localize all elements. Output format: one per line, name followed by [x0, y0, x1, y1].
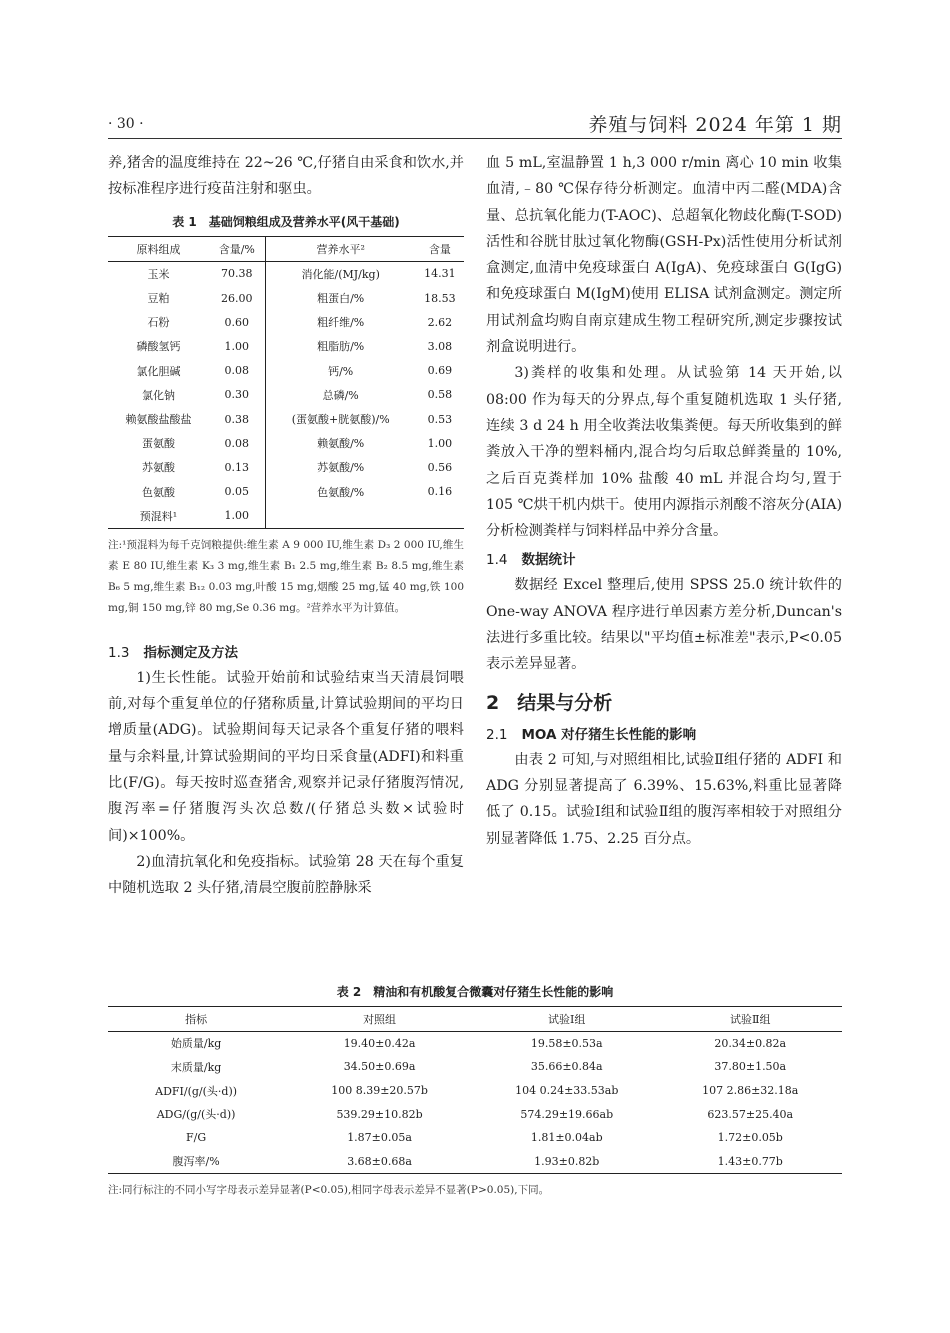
- table-cell: 0.56: [427, 460, 453, 474]
- table1-header: 原料组成: [136, 242, 181, 256]
- table-cell: 0.30: [209, 383, 265, 407]
- table2-note: 注:同行标注的不同小写字母表示差异显著(P<0.05),相同字母表示差异不显著(P>0.05),下同。: [108, 1184, 550, 1197]
- table-cell: 1.43±0.77b: [717, 1154, 783, 1168]
- growth-paragraph: 1)生长性能。试验开始前和试验结束当天清晨饲喂前,对每个重复单位的仔猪称质量,计算试验期间的平均日增质量(ADG)。试验期间每天记录各个重复仔猪的喂料量与余料量,计算试验期间的平均日采食量(ADFI)和料重比(F/G)。每天按时巡查猪舍,观察并记录仔猪腹泻情况,腹泻率=仔猪腹泻头次总数/(仔猪总头数×试验时间)×100%。: [108, 669, 464, 844]
- table-cell: 0.60: [209, 310, 265, 334]
- section-1-3-heading: [108, 641, 464, 661]
- table-cell: 赖氨酸/%: [317, 437, 365, 451]
- table-cell: 1.00: [427, 436, 453, 450]
- table-cell: 26.00: [209, 286, 265, 310]
- table2-row: [108, 1031, 842, 1055]
- table-cell: 574.29±19.66ab: [520, 1107, 614, 1121]
- section-number: 2: [486, 691, 500, 714]
- header-rule: [108, 138, 842, 139]
- left-column: [108, 150, 464, 902]
- table-cell: F/G: [186, 1131, 207, 1145]
- table-cell: 1.72±0.05b: [717, 1131, 783, 1145]
- table-cell: 20.34±0.82a: [714, 1036, 787, 1050]
- table-cell: 0.08: [209, 431, 265, 455]
- table2-header: 指标: [185, 1012, 208, 1026]
- table-cell: 0.53: [427, 412, 453, 426]
- table2-header-row: [108, 1007, 842, 1032]
- section-title: 数据统计: [521, 552, 576, 569]
- table-cell: 末质量/kg: [170, 1060, 222, 1074]
- table-cell: 磷酸氢钙: [136, 340, 181, 354]
- section-title: 结果与分析: [517, 691, 613, 714]
- table-cell: 19.40±0.42a: [343, 1036, 416, 1050]
- table1-row: [108, 310, 464, 334]
- table2-block: [108, 983, 842, 1197]
- table1-title: 表 1 基础饲粮组成及营养水平(风干基础): [172, 214, 400, 229]
- table-cell: 623.57±25.40a: [707, 1107, 794, 1121]
- table2-row: [108, 1150, 842, 1174]
- table2-row: [108, 1055, 842, 1079]
- table1-row: [108, 334, 464, 358]
- table2-header: 试验Ⅰ组: [548, 1012, 586, 1026]
- table1-note: 注:¹预混料为每千克饲粮提供:维生素 A 9 000 IU,维生素 D₃ 2 000 IU,维生素 E 80 IU,维生素 K₃ 3 mg,维生素 B₁ 2.5 mg,维生素 B₂ 8.5 mg,维生素 B₆ 5 mg,维生素 B₁₂ 0.03 mg,叶酸 15 mg,烟酸 25 mg,锰 40 mg,铁 100 mg,铜 150 mg,锌 80 mg,Se 0.36 mg。²营养水平为计算值。: [108, 538, 464, 614]
- table1-row: [108, 455, 464, 479]
- table-cell: 19.58±0.53a: [530, 1036, 603, 1050]
- section-title: MOA 对仔猪生长性能的影响: [521, 726, 697, 743]
- table1-row: [108, 261, 464, 286]
- table-cell: 总磷/%: [322, 388, 359, 402]
- table-cell: 始质量/kg: [170, 1037, 222, 1051]
- section-number: 1.3: [108, 644, 130, 661]
- table-cell: 3.68±0.68a: [347, 1154, 412, 1168]
- table2-title: 表 2 精油和有机酸复合微囊对仔猪生长性能的影响: [336, 985, 614, 999]
- table-cell: (蛋氨酸+胱氨酸)/%: [291, 413, 390, 426]
- table-cell: ADG/(g/(头·d)): [156, 1108, 236, 1122]
- table-cell: 0.08: [209, 359, 265, 383]
- table-cell: 1.93±0.82b: [534, 1154, 600, 1168]
- table1-header-row: [108, 236, 464, 261]
- table-cell: 1.87±0.05a: [347, 1131, 412, 1145]
- table1-row: [108, 431, 464, 455]
- table-cell: 1.00: [209, 334, 265, 358]
- table-cell: 钙/%: [328, 364, 354, 378]
- table-cell: 色氨酸/%: [317, 485, 365, 499]
- section-2-heading: [486, 688, 842, 715]
- table2-row: [108, 1102, 842, 1126]
- table1-row: [108, 407, 464, 431]
- intro-paragraph: 养,猪舍的温度维持在 22~26 ℃,仔猪自由采食和饮水,并按标准程序进行疫苗注射和驱虫。: [108, 155, 464, 198]
- table-cell: 18.53: [424, 291, 456, 305]
- table-cell: 14.31: [424, 267, 456, 281]
- table1-row: [108, 359, 464, 383]
- table-cell: 37.80±1.50a: [714, 1060, 787, 1074]
- table1-header: 含量: [428, 242, 451, 256]
- table-cell: 539.29±10.82b: [336, 1107, 423, 1121]
- table-cell: 腹泻率/%: [172, 1155, 220, 1169]
- table2-header: 对照组: [363, 1012, 397, 1026]
- table-cell: 0.05: [209, 479, 265, 503]
- table1-header: 含量/%: [209, 236, 265, 261]
- table1-row: [108, 479, 464, 503]
- table-cell: 粗蛋白/%: [317, 292, 365, 306]
- table-cell: 苏氨酸/%: [317, 461, 365, 475]
- section-title: 指标测定及方法: [143, 644, 238, 661]
- table-cell: 蛋氨酸: [141, 437, 175, 451]
- table-cell: 35.66±0.84a: [530, 1060, 603, 1074]
- section-1-4-heading: [486, 548, 842, 568]
- table-cell: 预混料¹: [139, 509, 178, 523]
- table-cell: 消化能/(MJ/kg): [301, 267, 380, 281]
- table-cell: 豆粕: [147, 292, 170, 306]
- table-cell: 玉米: [147, 267, 170, 281]
- table-cell: 0.69: [427, 364, 453, 378]
- table1-row: [108, 504, 464, 529]
- table-cell: 0.38: [209, 407, 265, 431]
- right-column: [486, 150, 842, 852]
- table-cell: [265, 504, 416, 529]
- feces-paragraph: 3)粪样的收集和处理。从试验第 14 天开始,以 08:00 作为每天的分界点,每个重复随机选取 1 头仔猪,连续 3 d 24 h 用全收粪法收集粪便。每天所收集到的鲜粪放入干净的塑料桶内,混合均匀后取总鲜粪量的 10%,之后百克粪样加 10% 盐酸 40 mL 并混合均匀,置于 105 ℃烘干机内烘干。使用内源指示剂酸不溶灰分(AIA)分析检测粪样与饲料样品中养分含量。: [486, 365, 842, 540]
- table-cell: 赖氨酸盐酸盐: [125, 413, 192, 426]
- table-cell: 104 0.24±33.53ab: [515, 1084, 619, 1098]
- serum-paragraph-continued: 血 5 mL,室温静置 1 h,3 000 r/min 离心 10 min 收集血清,﹣80 ℃保存待分析测定。血清中丙二醛(MDA)含量、总抗氧化能力(T-AOC)、总超氧化物歧化酶(T-SOD)活性和谷胱甘肽过氧化物酶(GSH-Px)活性使用分析试剂盒测定,血清中免疫球蛋白 A(IgA)、免疫球蛋白 G(IgG)和免疫球蛋白 M(IgM)使用 ELISA 试剂盒测定。测定所用试剂盒均购自南京建成生物工程研究所,测定步骤按试剂盒说明进行。: [486, 155, 842, 356]
- table1-header: 营养水平²: [316, 242, 365, 256]
- table-cell: 氯化胆碱: [136, 364, 181, 378]
- page-number: · 30 ·: [108, 116, 144, 132]
- table2-header: 试验Ⅱ组: [730, 1012, 771, 1026]
- table-cell: 34.50±0.69a: [343, 1060, 416, 1074]
- section-2-1-heading: [486, 723, 842, 743]
- table-cell: 1.81±0.04ab: [530, 1131, 603, 1145]
- table-cell: 3.08: [427, 339, 453, 353]
- table-cell: 氯化钠: [141, 388, 175, 402]
- table-cell: 70.38: [209, 261, 265, 286]
- table-cell: 粗纤维/%: [317, 316, 365, 330]
- table-cell: 石粉: [147, 316, 170, 330]
- table-cell: 2.62: [427, 315, 453, 329]
- table2: [108, 1006, 842, 1174]
- table-cell: 0.16: [427, 485, 453, 499]
- table-cell: 0.13: [209, 455, 265, 479]
- serum-paragraph: 2)血清抗氧化和免疫指标。试验第 28 天在每个重复中随机选取 2 头仔猪,清晨空腹前腔静脉采: [108, 853, 464, 897]
- table1: [108, 236, 464, 529]
- table-cell: 1.00: [209, 504, 265, 529]
- journal-title: 养殖与饲料 2024 年第 1 期: [588, 114, 842, 136]
- section-number: 1.4: [486, 552, 508, 569]
- stats-paragraph: 数据经 Excel 整理后,使用 SPSS 25.0 统计软件的 One-way ANOVA 程序进行单因素方差分析,Duncan's 法进行多重比较。结果以"平均值±标准差"表示,P<0.05 表示差异显著。: [486, 577, 842, 673]
- table-cell: 0.58: [427, 388, 453, 402]
- section-number: 2.1: [486, 726, 508, 743]
- table-cell: 色氨酸: [141, 485, 175, 499]
- results-paragraph: 由表 2 可知,与对照组相比,试验Ⅱ组仔猪的 ADFI 和 ADG 分别显著提高了 6.39%、15.63%,料重比显著降低了 0.15。试验Ⅰ组和试验Ⅱ组的腹泻率相较于对照组分别显著降低 1.75、2.25 百分点。: [486, 751, 842, 847]
- table-cell: ADFI/(g/(头·d)): [155, 1084, 238, 1098]
- table1-row: [108, 383, 464, 407]
- table1-row: [108, 286, 464, 310]
- table-cell: [416, 504, 464, 529]
- table-cell: 100 8.39±20.57b: [331, 1084, 428, 1098]
- table-cell: 粗脂肪/%: [317, 340, 365, 354]
- table2-row: [108, 1126, 842, 1150]
- table-cell: 苏氨酸: [141, 461, 175, 475]
- table2-row: [108, 1079, 842, 1103]
- table-cell: 107 2.86±32.18a: [702, 1084, 799, 1098]
